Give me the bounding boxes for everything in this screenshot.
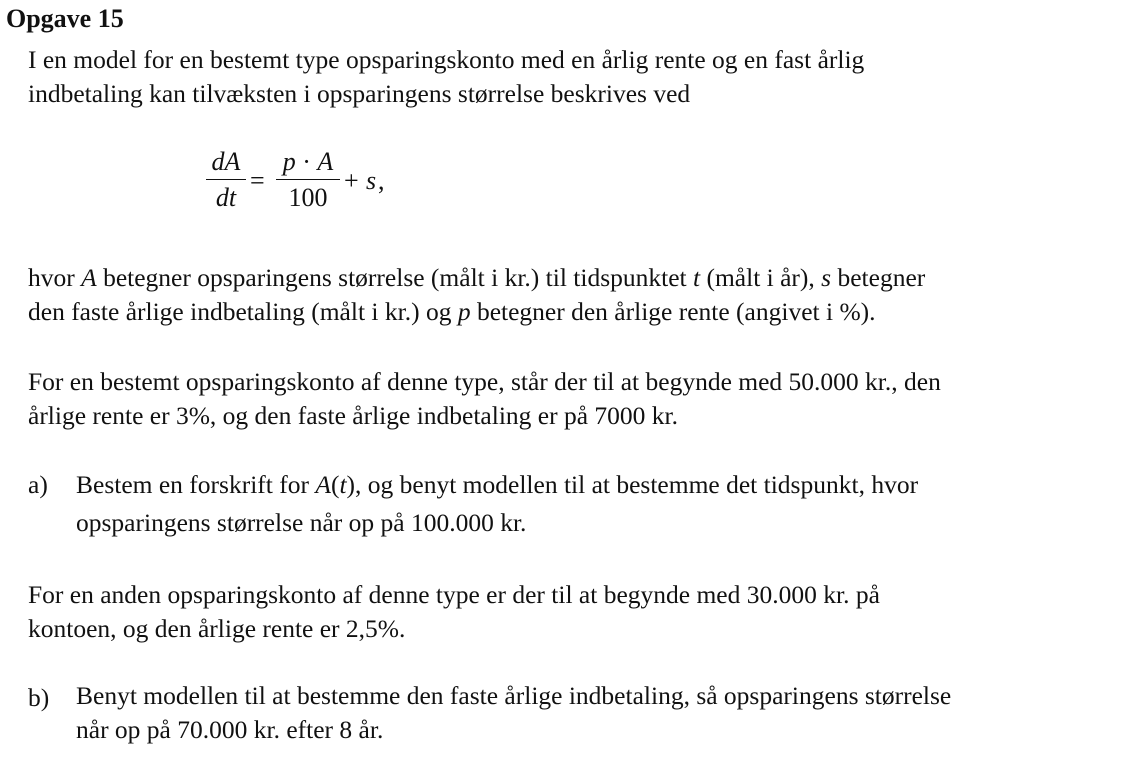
plus-sign: + <box>344 166 359 195</box>
var-t: t <box>693 263 701 292</box>
text: betegner opsparingens størrelse (målt i kr.) til tidspunktet <box>96 263 693 292</box>
rhs-denominator: 100 <box>288 183 328 212</box>
lhs-denominator: dt <box>215 183 237 212</box>
question-b-line-2: når op på 70.000 kr. efter 8 år. <box>76 715 384 744</box>
text: betegner <box>831 263 926 292</box>
var-t: t <box>339 470 347 499</box>
text: den faste årlige indbetaling (målt i kr.) og <box>28 297 458 326</box>
exercise-title: Opgave 15 <box>6 4 124 33</box>
var-p: p <box>282 147 296 176</box>
var-p: p <box>457 297 471 326</box>
text: betegner den årlige rente (angivet i %). <box>470 297 876 326</box>
equation-comma: , <box>378 166 385 195</box>
setup-paragraph-2 <box>28 578 880 646</box>
definitions-line-1 <box>28 261 925 295</box>
rhs-fraction-bar <box>276 179 340 180</box>
question-a-line-2: opsparingens størrelse når op på 100.000 kr. <box>76 508 527 537</box>
var-s: s <box>821 263 832 292</box>
intro-line-2: indbetaling kan tilvæksten i opsparingens størrelse beskrives ved <box>28 79 691 108</box>
setup-paragraph-1 <box>28 365 941 433</box>
text: hvor <box>28 263 82 292</box>
var-A: A <box>315 470 331 499</box>
var-A: A <box>81 263 97 292</box>
question-a-text <box>76 466 918 542</box>
question-a-line-1 <box>76 466 918 504</box>
question-b-line-1: Benyt modellen til at bestemme den faste årlige indbetaling, så opsparingens størrelse <box>76 681 952 710</box>
lhs-numerator: dA <box>211 147 241 176</box>
rhs-numerator <box>276 147 340 177</box>
lhs-fraction <box>206 147 246 213</box>
text: , og benyt modellen til at bestemme det tidspunkt, hvor <box>355 470 919 499</box>
question-b-letter: b) <box>28 683 50 712</box>
intro-paragraph <box>28 43 864 111</box>
paren: ) <box>346 470 356 499</box>
setup1-line-1: For en bestemt opsparingskonto af denne type, står der til at begynde med 50.000 kr., den <box>28 367 941 396</box>
text: (målt i år), <box>700 263 822 292</box>
paren: ( <box>330 470 340 499</box>
definitions-line-2 <box>28 295 925 329</box>
setup1-line-2: årlige rente er 3%, og den faste årlige indbetaling er på 7000 kr. <box>28 401 679 430</box>
question-b-text <box>76 679 951 747</box>
rhs-fraction <box>276 147 340 213</box>
dot-operator: · <box>302 147 311 176</box>
text: Bestem en forskrift for <box>76 470 316 499</box>
setup2-line-2: kontoen, og den årlige rente er 2,5%. <box>28 614 406 643</box>
setup2-line-1: For en anden opsparingskonto af denne type er der til at begynde med 30.000 kr. på <box>28 580 880 609</box>
var-A: A <box>317 147 334 176</box>
definitions-paragraph <box>28 261 925 329</box>
var-s: s <box>366 166 377 195</box>
equals-sign: = <box>250 166 265 195</box>
lhs-fraction-bar <box>206 179 246 180</box>
intro-line-1: I en model for en bestemt type opsparingskonto med en årlig rente og en fast årlig <box>28 45 865 74</box>
question-a-letter: a) <box>28 470 48 499</box>
